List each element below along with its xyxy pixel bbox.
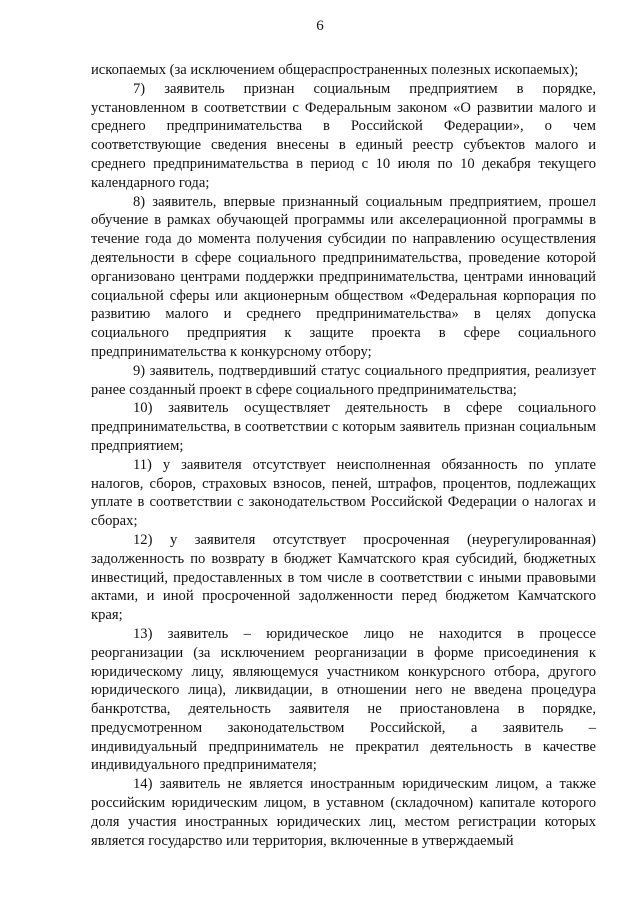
paragraph-continuation: ископаемых (за исключением общераспространенных полезных ископаемых); [91,62,579,78]
paragraph-item-9: 9) заявитель, подтвердивший статус социального предприятия, реализует ранее созданный проект в сфере социального предпринимательства; [91,362,596,398]
paragraph-item-10: 10) заявитель осуществляет деятельность в сфере социального предпринимательства, в соответствии с которым заявитель признан социальным предприятием; [91,400,596,454]
page-number: 6 [316,18,324,34]
paragraph-item-11: 11) у заявителя отсутствует неисполненная обязанность по уплате налогов, сборов, страховых взносов, пеней, штрафов, процентов, подлежащих уплате в соответствии с законодательством Российской Федерации о налогах и сборах; [91,456,596,530]
paragraph-item-8: 8) заявитель, впервые признанный социальным предприятием, прошел обучение в рамках обучающей программы или акселерационной программы в течение года до момента получения субсидии по направлению осуществления деятельности в сфере социального предпринимательства, проведение которой организовано центрами поддержки предпринимательства, центрами инноваций социальной сферы или акционерным обществом «Федеральная корпорация по развитию малого и среднего предпринимательства» в целях допуска социального предприятия к защите проекта в сфере социального предпринимательства к конкурсному отбору; [91,193,596,360]
paragraph-item-7: 7) заявитель признан социальным предприятием в порядке, установленном в соответствии с Федеральным законом «О развитии малого и среднего предпринимательства в Российской Федерации», о чем соответствующие сведения внесены в единый реестр субъектов малого и среднего предпринимательства в период с 10 июля по 10 декабря текущего календарного года; [91,80,596,191]
paragraph-item-12: 12) у заявителя отсутствует просроченная (неурегулированная) задолженность по возврату в бюджет Камчатского края субсидий, бюджетных инвестиций, предоставленных в том числе в соответствии с иными правовыми актами, и иной просроченной задолженности перед бюджетом Камчатского края; [91,531,596,624]
paragraph-item-13: 13) заявитель – юридическое лицо не находится в процессе реорганизации (за исключением реорганизации в форме присоединения к юридическому лицу, являющемуся участником конкурсного отбора, другого юридического лица), ликвидации, в отношении него не введена процедура банкротства, деятельность заявителя не приостановлена в порядке, предусмотренном законодательством Российской, а заявитель – индивидуальный предприниматель не прекратил деятельность в качестве индивидуального предпринимателя; [91,625,596,774]
paragraph-item-14: 14) заявитель не является иностранным юридическим лицом, а также российским юридическим лицом, в уставном (складочном) капитале которого доля участия иностранных юридических лиц, местом регистрации которых является государство или территория, включенные в утверждаемый [91,776,596,849]
document-body [91,61,596,850]
